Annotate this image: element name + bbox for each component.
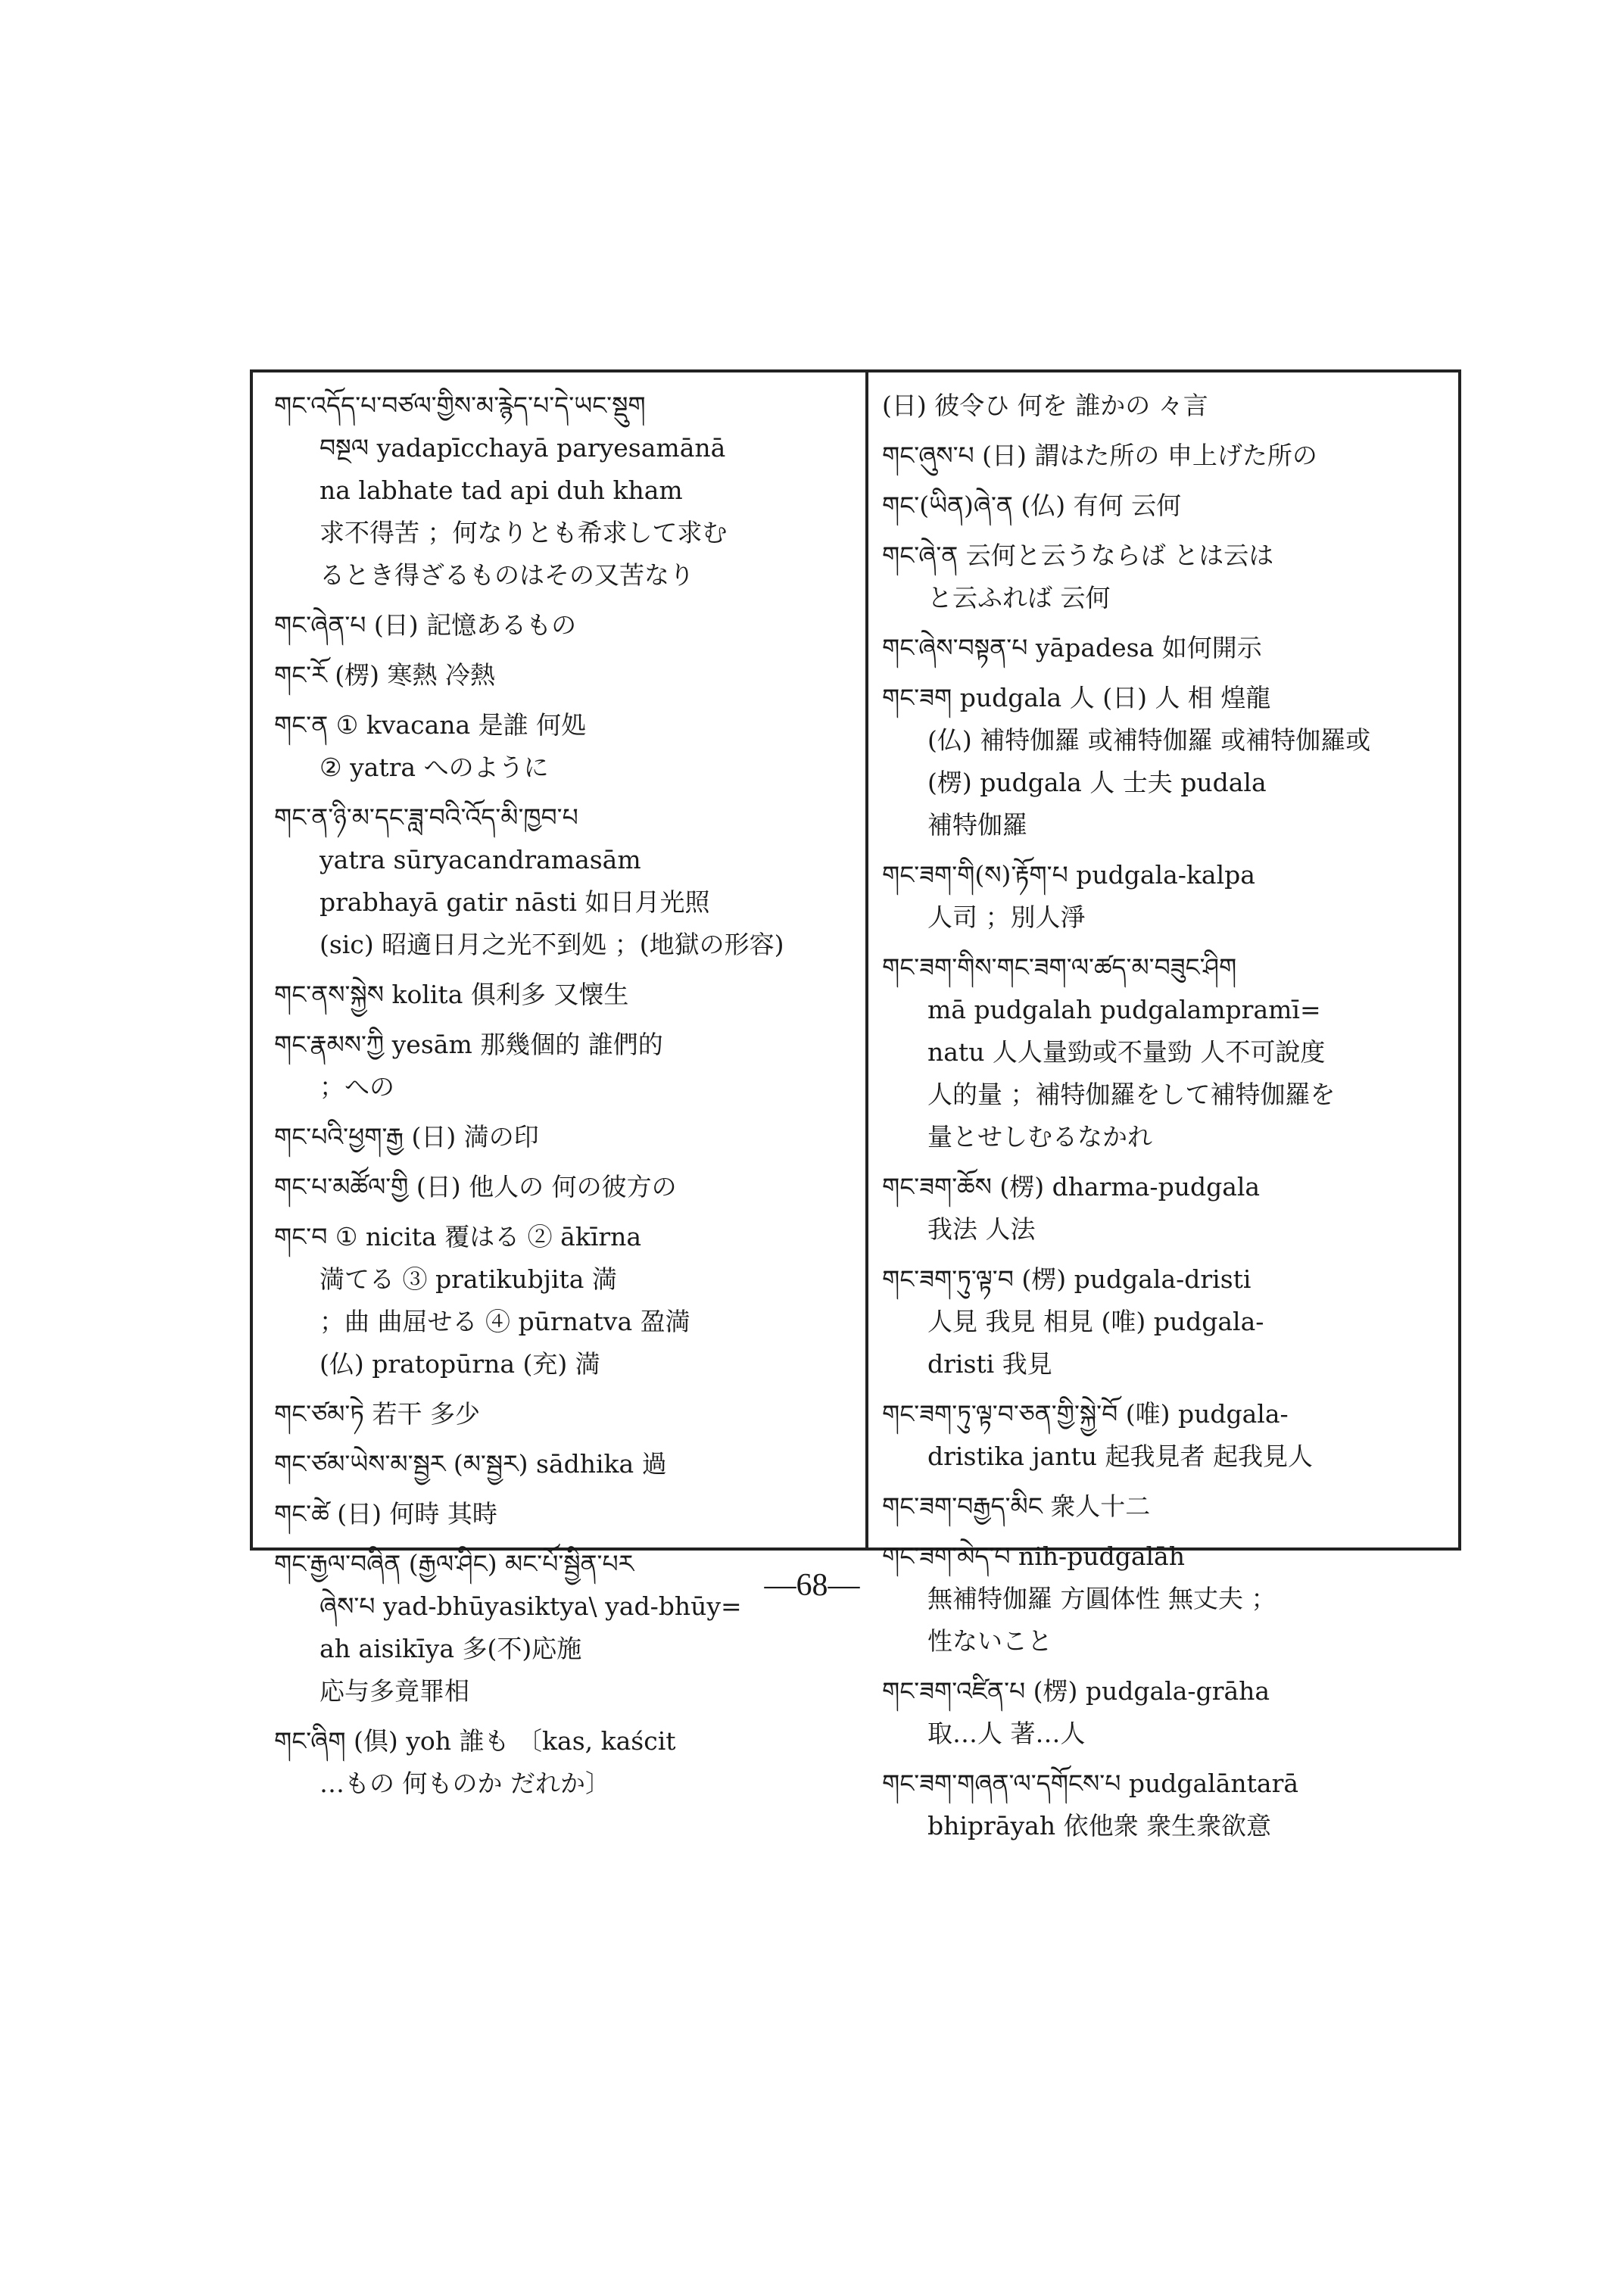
entry-continuation-line: ；曲 曲屈せる ④ pūrnatva 盈満 — [320, 1307, 690, 1336]
entry-headword-line: གང་ཙམ་ཡེས་མ་སྦྱར (མ་སྦྱར) sādhika 過 — [274, 1449, 667, 1479]
entry-headword-line: གང་ན་ཉི་མ་དང་ཟླ་བའི་འོད་མི་ཁྱབ་པ — [274, 803, 578, 832]
dictionary-entry — [882, 1485, 1454, 1528]
dictionary-entry — [274, 1024, 857, 1108]
entry-headword-line: གང་པ་མཚོལ་གྱི (日) 他人の 何の彼方の — [274, 1172, 677, 1202]
entry-headword-line: གང་ཟག་གཞན་ལ་དགོངས་པ pudgalāntarā — [882, 1769, 1299, 1798]
entry-continuation-line: ཞེས་པ yad-bhūyasiktya\ yad-bhūy= — [320, 1591, 742, 1621]
dictionary-entry — [274, 974, 857, 1016]
entry-continuation-line: 補特伽羅 — [927, 810, 1027, 840]
entry-headword-line: གང་ཞེ་ན 云何と云うならば とは云は — [882, 541, 1274, 570]
entry-continuation-line: (楞) pudgala 人 士夫 pudala — [927, 768, 1267, 797]
entry-headword-line: གང་(ཡིན)ཞེ་ན (仏) 有何 云何 — [882, 491, 1182, 520]
dictionary-entry — [274, 1493, 857, 1535]
entry-headword-line: གང་ཟག་བརྒྱད་མིང 衆人十二 — [882, 1491, 1151, 1521]
dictionary-entry — [274, 796, 857, 966]
dictionary-entry — [882, 1166, 1454, 1251]
dictionary-entry — [882, 1258, 1454, 1385]
dictionary-entry — [882, 1763, 1454, 1847]
entry-headword-line: གང་ཞུས་པ (日) 謂はた所の 申上げた所の — [882, 441, 1317, 470]
dictionary-entry — [274, 654, 857, 697]
dictionary-entry — [882, 1670, 1454, 1755]
entry-headword-line: གང་ནས་སྐྱེས kolita 俱利多 又懐生 — [274, 980, 629, 1009]
entry-continuation-line: (仏) pratopūrna (充) 満 — [320, 1349, 600, 1379]
entry-headword-line: གང་ཞིག (倶) yoh 誰も 〔kas, kaścit — [274, 1726, 676, 1756]
dictionary-entry — [882, 677, 1454, 846]
entry-continuation-line: bhiprāyah 依他衆 衆生衆欲意 — [927, 1811, 1272, 1840]
entry-headword-line: གང་རྣམས་ཀྱི yesām 那幾個的 誰們的 — [274, 1030, 663, 1059]
entry-continuation-line: ② yatra へのように — [320, 753, 549, 782]
entry-continuation-line: 応与多竟罪相 — [320, 1676, 469, 1706]
entry-headword-line: གང་ན ① kvacana 是誰 何処 — [274, 710, 587, 740]
dictionary-entry — [882, 485, 1454, 527]
entry-continuation-line: mā pudgalah pudgalampramī= — [927, 995, 1321, 1024]
entry-continuation-line: yatra sūryacandramasām — [320, 845, 641, 874]
entry-continuation-line: dristika jantu 起我見者 起我見人 — [927, 1442, 1314, 1471]
entry-headword-line: གང་ཟག་ཆོས (楞) dharma-pudgala — [882, 1172, 1261, 1202]
entry-continuation-line: 人的量 ；補特伽羅をして補特伽羅を — [927, 1080, 1336, 1109]
dictionary-entry — [882, 946, 1454, 1158]
entry-continuation-line: natu 人人量勁或不量勁 人不可說度 — [927, 1037, 1326, 1067]
entry-continuation-line: 取…人 著…人 — [927, 1719, 1086, 1748]
entry-headword-line: གང་ཟག་ཏུ་ལྟ་བ་ཅན་གྱི་སྐྱེ་བོ (唯) pudgala- — [882, 1399, 1289, 1429]
entry-continuation-line: 性ないこと — [927, 1626, 1052, 1656]
entry-headword-line: གང་པའི་ཕྱག་རྒྱ (日) 満の印 — [274, 1122, 539, 1152]
entry-continuation-line: 人見 我見 相見 (唯) pudgala- — [927, 1307, 1264, 1336]
dictionary-entry — [274, 1166, 857, 1208]
entry-continuation-line: …もの 何ものか だれか〕 — [320, 1769, 610, 1798]
entry-headword-line: གང་ཞེས་བསྟན་པ yāpadesa 如何開示 — [882, 633, 1262, 662]
entry-headword-line: གང་བ ① nicita 覆はる ② ākīrna — [274, 1222, 642, 1251]
entry-headword-line: གང་རྒྱལ་བཞིན (རྒྱལ་ཤིང) མང་པོ་སྦྱིན་པར — [274, 1549, 634, 1579]
entry-headword-line: གང་ཟག་གིས་གང་ཟག་ལ་ཚད་མ་བཟུང་ཤིག — [882, 952, 1237, 982]
entry-headword-line: གང་ཞེན་པ (日) 記憶あるもの — [274, 610, 577, 640]
entry-headword-line: གང་ཟག pudgala 人 (日) 人 相 煌龍 — [882, 683, 1271, 712]
entry-continuation-line: 我法 人法 — [927, 1214, 1036, 1244]
entry-continuation-line: prabhayā gatir nāsti 如日月光照 — [320, 887, 710, 917]
entry-continuation-line: 無補特伽羅 方圓体性 無丈夫 ； — [927, 1584, 1276, 1613]
dictionary-entry — [274, 1393, 857, 1435]
entry-headword-line: གང་རོ (楞) 寒熱 冷熱 — [274, 660, 495, 690]
entry-headword-line: གང་འདོད་པ་བཙལ་གྱིས་མ་རྙེད་པ་དེ་ཡང་སྡུག — [274, 391, 646, 420]
entry-continuation-line: 求不得苦 ；何なりとも希求して求む — [320, 518, 728, 547]
dictionary-entry — [274, 604, 857, 647]
column-divider — [865, 369, 868, 1551]
entry-continuation-line: ah aisikīya 多(不)応施 — [320, 1634, 582, 1663]
dictionary-entry — [274, 1116, 857, 1158]
dictionary-entry — [882, 854, 1454, 939]
entry-continuation-line: ；への — [320, 1072, 394, 1102]
dictionary-entry — [882, 435, 1454, 477]
entry-continuation-line: るとき得ざるものはその又苦なり — [320, 560, 694, 590]
dictionary-entry — [882, 627, 1454, 669]
entry-continuation-line: (仏) 補特伽羅 或補特伽羅 或補特伽羅或 — [927, 725, 1371, 755]
entry-continuation-line: བསྔལ yadapīcchayā paryesamānā — [320, 433, 726, 463]
dictionary-entry — [274, 704, 857, 789]
entry-headword-line: གང་ཟག་གི(ས)་རྟོག་པ pudgala-kalpa — [882, 860, 1255, 890]
entry-headword-line: གང་ཚེ (日) 何時 其時 — [274, 1499, 497, 1529]
dictionary-entry — [882, 535, 1454, 619]
entry-headword-line: གང་ཙམ་ཏེ 若干 多少 — [274, 1399, 481, 1429]
entry-continuation-line: na labhate tad api duh kham — [320, 475, 683, 505]
entry-continuation-line: 量とせしむるなかれ — [927, 1122, 1152, 1152]
dictionary-entry — [882, 1393, 1454, 1478]
dictionary-entry — [274, 1216, 857, 1385]
dictionary-entry — [274, 1443, 857, 1485]
right-column — [882, 385, 1454, 1840]
dictionary-entry — [882, 385, 1454, 427]
entry-continuation-line: (sic) 昭適日月之光不到処 ；(地獄の形容) — [320, 930, 784, 959]
entry-headword-line: (日) 彼令ひ 何を 誰かの 々言 — [882, 391, 1208, 420]
entry-continuation-line: 人司 ；別人淨 — [927, 902, 1086, 932]
entry-continuation-line: dristi 我見 — [927, 1349, 1052, 1379]
entry-continuation-line: 満てる ③ pratikubjita 満 — [320, 1264, 617, 1294]
entry-headword-line: གང་ཟག་ཏུ་ལྟ་བ (楞) pudgala-dristi — [882, 1264, 1252, 1294]
entry-headword-line: གང་ཟག་མེད་པ nih-pudgalāh — [882, 1541, 1185, 1571]
dictionary-entry — [274, 1720, 857, 1805]
entry-continuation-line: と云ふれば 云何 — [927, 583, 1111, 612]
entry-headword-line: གང་ཟག་འཛིན་པ (楞) pudgala-grāha — [882, 1676, 1270, 1706]
dictionary-entry — [274, 385, 857, 597]
page-number: —68— — [764, 1568, 860, 1603]
